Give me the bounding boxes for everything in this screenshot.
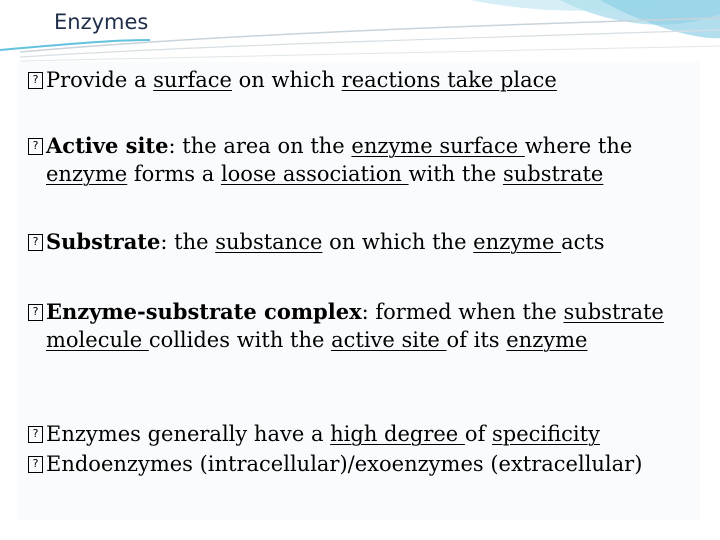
bullet-text-segment: Endoenzymes (intracellular)/exoenzymes (extracellular) xyxy=(46,452,643,476)
slide-title: Enzymes xyxy=(54,10,149,34)
bullet-text-segment: surface xyxy=(153,68,232,92)
bullet-text-segment: on which xyxy=(231,68,342,92)
bullet-item xyxy=(28,420,688,448)
bullet-marker-icon: ? xyxy=(28,456,43,473)
bullet-item xyxy=(28,66,688,94)
bullet-text-segment: Enzyme-substrate complex xyxy=(46,299,362,324)
bullet-marker-icon: ? xyxy=(28,234,43,251)
bullet-text-segment: Substrate xyxy=(46,229,161,254)
bullet-text-segment: on which the xyxy=(322,230,474,254)
bullet-text-segment: of its xyxy=(446,328,507,352)
bullet-text-segment: forms a xyxy=(127,162,221,186)
bullet-item xyxy=(28,450,688,478)
bullet-text-segment: : the area on the xyxy=(168,134,352,158)
bullet-text-segment: active site xyxy=(331,328,447,352)
bullet-marker-icon: ? xyxy=(28,304,43,321)
bullet-text-segment: substrate molecule xyxy=(46,300,664,352)
bullet-text-segment: Enzymes generally have a xyxy=(46,422,331,446)
bullet-text-segment: : formed when the xyxy=(361,300,564,324)
bullet-text-segment: of xyxy=(464,422,493,446)
bullet-text-segment: Provide a xyxy=(46,68,154,92)
bullet-text-segment: substrate xyxy=(502,162,604,186)
bullet-text-segment: high degree xyxy=(330,422,465,446)
bullet-text-segment: collides with the xyxy=(148,328,332,352)
bullet-text-segment: with the xyxy=(408,162,503,186)
bullet-text-segment: Active site xyxy=(46,133,169,158)
bullet-marker-icon: ? xyxy=(28,138,43,155)
bullet-text-segment: enzyme xyxy=(506,328,588,352)
bullet-text-segment: enzyme xyxy=(473,230,562,254)
bullet-text-segment: : the xyxy=(160,230,216,254)
bullet-text-segment: enzyme surface xyxy=(351,134,525,158)
bullet-text-segment: specificity xyxy=(492,422,600,446)
bullet-text-segment: reactions take place xyxy=(341,68,557,92)
bullet-text-segment: acts xyxy=(561,230,605,254)
bullet-item xyxy=(28,132,688,188)
bullet-text-segment: enzyme xyxy=(46,162,128,186)
bullet-marker-icon: ? xyxy=(28,426,43,443)
bullet-text-segment: substance xyxy=(215,230,323,254)
bullet-marker-icon: ? xyxy=(28,72,43,89)
bullet-text-segment: where the xyxy=(524,134,633,158)
bullet-item xyxy=(28,228,688,256)
bullet-item xyxy=(28,298,688,354)
bullet-text-segment: loose association xyxy=(220,162,409,186)
